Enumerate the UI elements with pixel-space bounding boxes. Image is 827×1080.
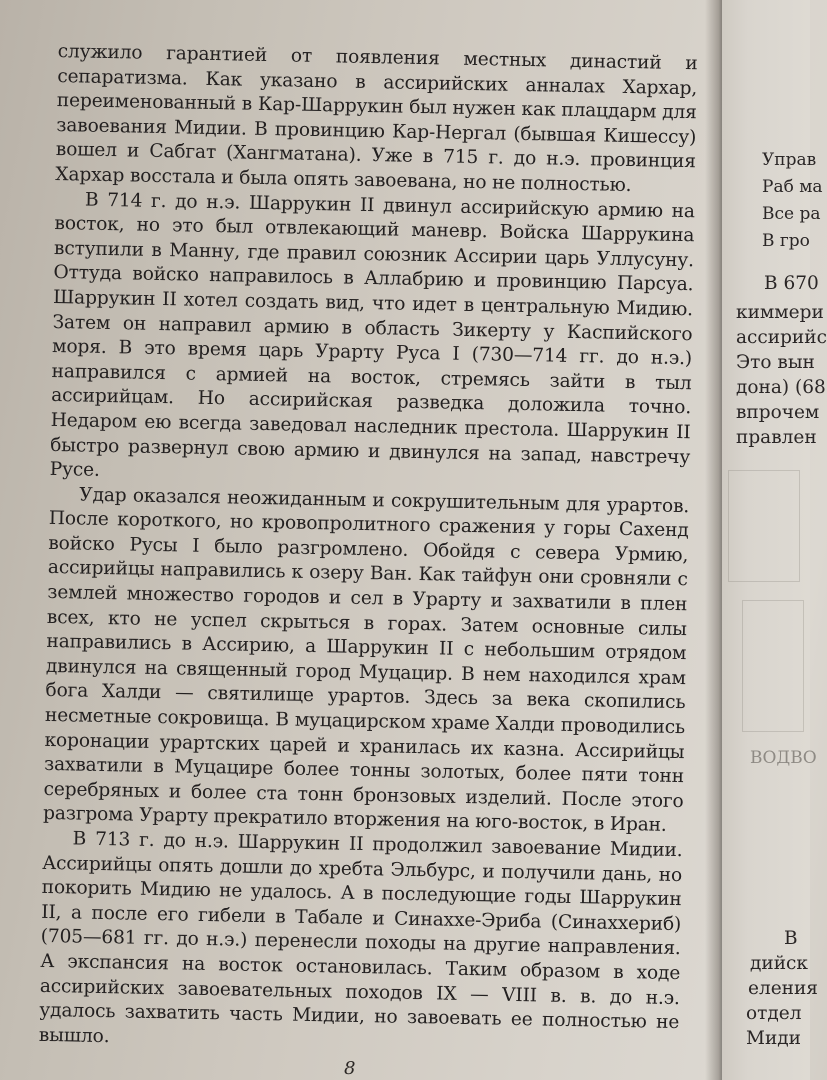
page-number: 8 <box>344 1058 356 1079</box>
right-fragment: Миди <box>746 1028 801 1049</box>
faint-illustration-2 <box>742 600 804 732</box>
right-fragment: Раб ма <box>762 177 823 197</box>
right-page <box>722 0 827 1080</box>
right-fragment: дийск <box>750 953 808 974</box>
paragraph-4: В 713 г. до н.э. Шаррукин II продолжил завоевание Мидии. Ассирийцы опять дошли до хребта Эльбурс, и получили дань, но покорить Мидию не удалось. А в последующие годы Шаррукин II, а после его гибели в Табале и Синаххе-Эриба (Синаххериб) (705—681 гг. до н.э.) перенесли походы на другие направления. А экспансия на восток остановилась. Таким образом в ходе ассирийских завоевательных походов IX — VIII в. в. до н.э. удалось захватить часть Мидии, но завоевать ее полностью не вышло. <box>38 828 683 1047</box>
right-fragment: киммери <box>736 302 824 323</box>
right-fragment: В гро <box>762 231 810 251</box>
paragraph-1: служило гарантией от появления местных династий и сепаратизма. Как указано в ассирийских анналах Хархар, переименованный в Кар-Шаррукин был нужен как плацдарм для завоевания Мидии. В провинцию Кар-Нергал (бывшая Кишессу) вошел и Сабгат (Хангматана). Уже в 715 г. до н.э. провинция Хархар восстала и была опять завоевана, но не полностью. <box>55 40 698 197</box>
right-fragment: ассирийс <box>736 327 827 348</box>
right-fragment: правлен <box>736 427 817 448</box>
paragraph-2: В 714 г. до н.э. Шаррукин II двинул ассирийскую армию на восток, но это был отвлекающий маневр. Войска Шаррукина вступили в Манну, где правил союзник Ассирии царь Уллусуну. Оттуда войско направилось в Аллабрию и провинцию Парсуа. Шаррукин II хотел создать вид, что идет в центральную Мидию. Затем он направил армию в область Зикерту у Каспийского моря. В это время царь Урарту Руса I (730—714 гг. до н.э.) направился с армией на восток, стремясь зайти в тыл ассирийцам. Но ассирийская разведка доложила точно. Недаром ею всегда заведовал наследник престола. Шаррукин II быстро развернул свою армию и двинулся на запад, навстречу Русе. <box>49 189 696 481</box>
right-fragment: Это вын <box>736 352 815 373</box>
right-fragment: еления <box>748 978 818 999</box>
right-fragment: Все ра <box>762 204 821 224</box>
body-text <box>39 40 698 1060</box>
right-fragment: В <box>784 928 798 949</box>
right-fragment: отдел <box>746 1003 802 1024</box>
right-faint-heading: ВОДВО <box>750 748 817 768</box>
right-fragment: Управ <box>762 150 817 170</box>
right-fragment: дона) (68 <box>736 377 826 398</box>
right-fragment: В 670 <box>764 273 819 294</box>
right-fragment: впрочем <box>736 402 820 423</box>
paragraph-3: Удар оказался неожиданным и сокрушительным для урартов. После короткого, но кровопролитного сражения у горы Сахенд войско Русы I было разгромлено. Обойдя с севера Урмию, ассирийцы направились к озеру Ван. Как тайфун они сровняли с землей множество городов и сел в Урарту и захватили в плен всех, кто не успел скрыться в горах. Затем основные силы направились в Ассирию, а Шаррукин II с небольшим отрядом двинулся на священный город Муцацир. В нем находился храм бога Халди — святилище урартов. Здесь за века скопились несметные сокровища. В муцацирском храме Халди проводились коронации урартских царей и хранилась их казна. Ассирийцы захватили в Муцацире более тонны золотых, более пяти тонн серебряных и более ста тонн бронзовых изделий. После этого разгрома Урарту прекратило вторжения на юго-восток, в Иран. <box>42 484 690 837</box>
faint-illustration <box>728 470 800 582</box>
